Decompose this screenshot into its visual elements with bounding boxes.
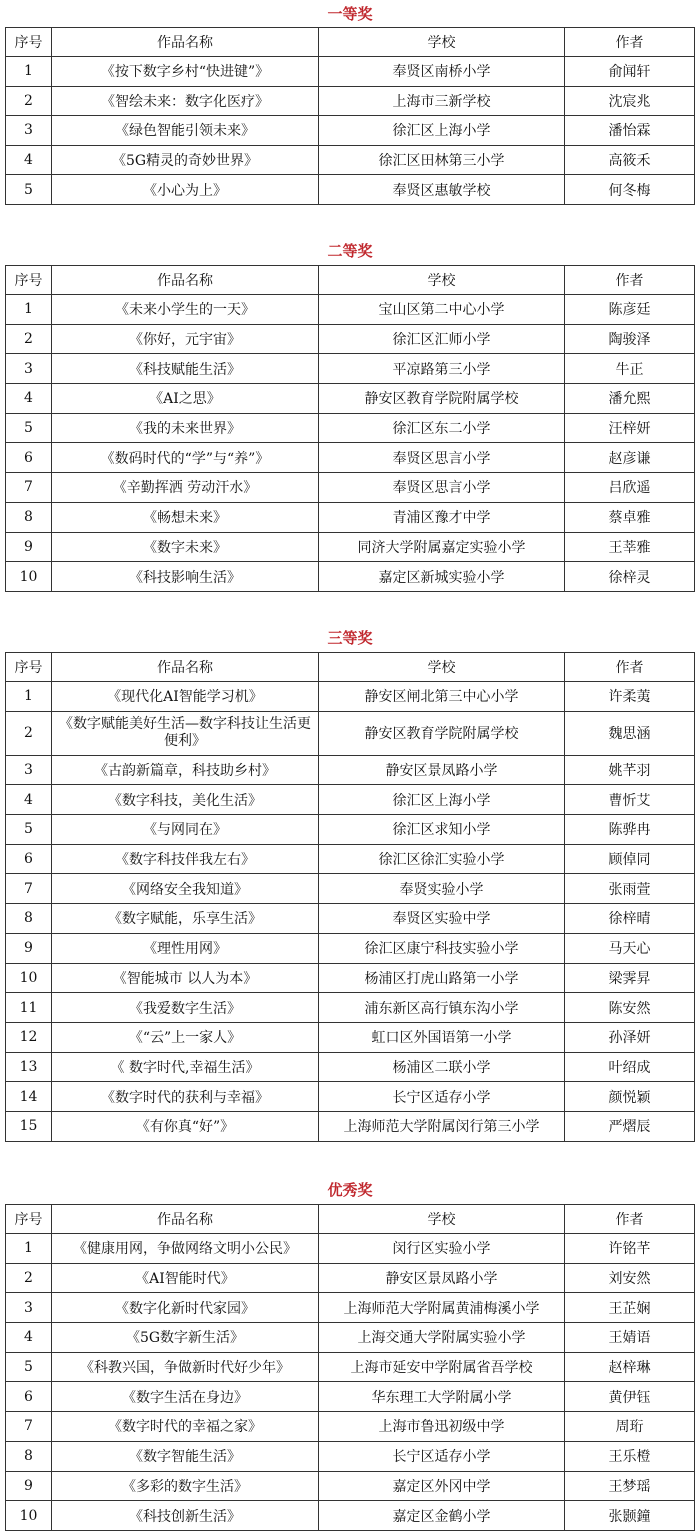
table-row <box>6 993 695 1023</box>
table-row <box>6 562 695 592</box>
table-row <box>6 354 695 384</box>
table-row <box>6 1293 695 1323</box>
work-title: 《数字科技，美化生活》 <box>52 785 319 815</box>
table-row <box>6 785 695 815</box>
row-number: 10 <box>6 562 52 592</box>
work-title: 《AI之思》 <box>52 384 319 414</box>
school-name: 虹口区外国语第一小学 <box>319 1022 565 1052</box>
row-number: 10 <box>6 963 52 993</box>
row-number: 6 <box>6 1382 52 1412</box>
work-title: 《数字科技伴我左右》 <box>52 844 319 874</box>
row-number: 1 <box>6 57 52 87</box>
header-no: 序号 <box>6 1205 52 1234</box>
work-title: 《5G精灵的奇妙世界》 <box>52 145 319 175</box>
school-name: 静安区闸北第三中心小学 <box>319 682 565 712</box>
table-row <box>6 413 695 443</box>
work-title: 《“云”上一家人》 <box>52 1022 319 1052</box>
row-number: 5 <box>6 175 52 205</box>
work-title: 《科技创新生活》 <box>52 1501 319 1531</box>
table-row <box>6 1052 695 1082</box>
table-header-row <box>6 266 695 295</box>
author-name: 高筱禾 <box>565 145 695 175</box>
work-title: 《数字智能生活》 <box>52 1441 319 1471</box>
author-name: 陈骅冉 <box>565 815 695 845</box>
school-name: 嘉定区金鹤小学 <box>319 1501 565 1531</box>
school-name: 静安区教育学院附属学校 <box>319 384 565 414</box>
school-name: 宝山区第二中心小学 <box>319 295 565 325</box>
work-title: 《AI智能时代》 <box>52 1263 319 1293</box>
work-title: 《数字时代的获利与幸福》 <box>52 1082 319 1112</box>
row-number: 5 <box>6 1352 52 1382</box>
table-row <box>6 86 695 116</box>
table-row <box>6 1323 695 1353</box>
author-name: 王芷娴 <box>565 1293 695 1323</box>
row-number: 1 <box>6 1234 52 1264</box>
table-row <box>6 682 695 712</box>
work-title: 《数码时代的“学”与“养”》 <box>52 443 319 473</box>
author-name: 马天心 <box>565 933 695 963</box>
row-number: 3 <box>6 755 52 785</box>
table-row <box>6 473 695 503</box>
third-prize-table <box>5 652 695 1142</box>
school-name: 同济大学附属嘉定实验小学 <box>319 532 565 562</box>
school-name: 华东理工大学附属小学 <box>319 1382 565 1412</box>
row-number: 3 <box>6 354 52 384</box>
work-title: 《畅想未来》 <box>52 502 319 532</box>
work-title: 《多彩的数字生活》 <box>52 1471 319 1501</box>
table-row <box>6 815 695 845</box>
school-name: 上海师范大学附属闵行第三小学 <box>319 1111 565 1141</box>
header-school: 学校 <box>319 653 565 682</box>
work-title: 《数字生活在身边》 <box>52 1382 319 1412</box>
work-title: 《数字时代的幸福之家》 <box>52 1412 319 1442</box>
table-row <box>6 963 695 993</box>
row-number: 7 <box>6 473 52 503</box>
school-name: 长宁区适存小学 <box>319 1441 565 1471</box>
header-author: 作者 <box>565 266 695 295</box>
header-no: 序号 <box>6 653 52 682</box>
author-name: 许铭芊 <box>565 1234 695 1264</box>
first-prize-table <box>5 27 695 205</box>
merit-prize-title: 优秀奖 <box>327 1181 373 1199</box>
table-row <box>6 1441 695 1471</box>
school-name: 上海市三新学校 <box>319 86 565 116</box>
author-name: 王梦瑶 <box>565 1471 695 1501</box>
table-row <box>6 933 695 963</box>
row-number: 2 <box>6 711 52 755</box>
work-title: 《科教兴国，争做新时代好少年》 <box>52 1352 319 1382</box>
author-name: 张雨萱 <box>565 874 695 904</box>
table-row <box>6 844 695 874</box>
school-name: 嘉定区新城实验小学 <box>319 562 565 592</box>
author-name: 刘安然 <box>565 1263 695 1293</box>
header-school: 学校 <box>319 1205 565 1234</box>
author-name: 蔡卓雅 <box>565 502 695 532</box>
table-row <box>6 324 695 354</box>
school-name: 嘉定区外冈中学 <box>319 1471 565 1501</box>
row-number: 2 <box>6 1263 52 1293</box>
author-name: 叶绍成 <box>565 1052 695 1082</box>
school-name: 奉贤区思言小学 <box>319 443 565 473</box>
work-title: 《未来小学生的一天》 <box>52 295 319 325</box>
author-name: 周珩 <box>565 1412 695 1442</box>
work-title: 《数字赋能，乐享生活》 <box>52 904 319 934</box>
work-title: 《理性用网》 <box>52 933 319 963</box>
author-name: 潘怡霖 <box>565 116 695 146</box>
row-number: 9 <box>6 933 52 963</box>
header-school: 学校 <box>319 28 565 57</box>
table-row <box>6 755 695 785</box>
author-name: 陈安然 <box>565 993 695 1023</box>
table-row <box>6 1082 695 1112</box>
row-number: 5 <box>6 815 52 845</box>
author-name: 赵彦谦 <box>565 443 695 473</box>
work-title: 《我的未来世界》 <box>52 413 319 443</box>
work-title: 《按下数字乡村“快进键”》 <box>52 57 319 87</box>
header-work: 作品名称 <box>52 266 319 295</box>
author-name: 王婧语 <box>565 1323 695 1353</box>
author-name: 孙泽妍 <box>565 1022 695 1052</box>
table-row <box>6 175 695 205</box>
row-number: 7 <box>6 1412 52 1442</box>
school-name: 奉贤区南桥小学 <box>319 57 565 87</box>
table-row <box>6 145 695 175</box>
author-name: 黄伊钰 <box>565 1382 695 1412</box>
second-prize-title: 二等奖 <box>327 242 373 260</box>
work-title: 《我爱数字生活》 <box>52 993 319 1023</box>
header-no: 序号 <box>6 28 52 57</box>
table-row <box>6 443 695 473</box>
school-name: 上海交通大学附属实验小学 <box>319 1323 565 1353</box>
row-number: 6 <box>6 443 52 473</box>
school-name: 上海师范大学附属黄浦梅溪小学 <box>319 1293 565 1323</box>
table-row <box>6 1234 695 1264</box>
row-number: 8 <box>6 502 52 532</box>
row-number: 8 <box>6 904 52 934</box>
row-number: 2 <box>6 324 52 354</box>
row-number: 2 <box>6 86 52 116</box>
work-title: 《现代化AI智能学习机》 <box>52 682 319 712</box>
row-number: 7 <box>6 874 52 904</box>
school-name: 徐汇区上海小学 <box>319 116 565 146</box>
table-header-row <box>6 28 695 57</box>
author-name: 徐梓晴 <box>565 904 695 934</box>
row-number: 4 <box>6 1323 52 1353</box>
author-name: 陶骏泽 <box>565 324 695 354</box>
author-name: 颜悦颖 <box>565 1082 695 1112</box>
work-title: 《科技影响生活》 <box>52 562 319 592</box>
author-name: 顾倬同 <box>565 844 695 874</box>
work-title: 《绿色智能引领未来》 <box>52 116 319 146</box>
author-name: 魏思涵 <box>565 711 695 755</box>
row-number: 12 <box>6 1022 52 1052</box>
author-name: 许柔荑 <box>565 682 695 712</box>
table-header-row <box>6 653 695 682</box>
row-number: 9 <box>6 532 52 562</box>
table-row <box>6 1501 695 1531</box>
school-name: 杨浦区打虎山路第一小学 <box>319 963 565 993</box>
table-row <box>6 1263 695 1293</box>
work-title: 《小心为上》 <box>52 175 319 205</box>
school-name: 上海市鲁迅初级中学 <box>319 1412 565 1442</box>
header-school: 学校 <box>319 266 565 295</box>
author-name: 何冬梅 <box>565 175 695 205</box>
work-title: 《数字未来》 <box>52 532 319 562</box>
school-name: 奉贤区惠敏学校 <box>319 175 565 205</box>
work-title: 《有你真“好”》 <box>52 1111 319 1141</box>
row-number: 11 <box>6 993 52 1023</box>
school-name: 静安区景凤路小学 <box>319 755 565 785</box>
author-name: 赵梓琳 <box>565 1352 695 1382</box>
row-number: 13 <box>6 1052 52 1082</box>
work-title: 《网络安全我知道》 <box>52 874 319 904</box>
school-name: 浦东新区高行镇东沟小学 <box>319 993 565 1023</box>
author-name: 王乐橙 <box>565 1441 695 1471</box>
row-number: 3 <box>6 1293 52 1323</box>
school-name: 奉贤区思言小学 <box>319 473 565 503</box>
author-name: 徐梓灵 <box>565 562 695 592</box>
author-name: 俞闻轩 <box>565 57 695 87</box>
row-number: 1 <box>6 682 52 712</box>
author-name: 王莘雅 <box>565 532 695 562</box>
table-row <box>6 1022 695 1052</box>
row-number: 5 <box>6 413 52 443</box>
table-row <box>6 116 695 146</box>
work-title: 《与网同在》 <box>52 815 319 845</box>
table-row <box>6 874 695 904</box>
table-row <box>6 1382 695 1412</box>
table-header-row <box>6 1205 695 1234</box>
table-row <box>6 1412 695 1442</box>
row-number: 15 <box>6 1111 52 1141</box>
author-name: 吕欣遥 <box>565 473 695 503</box>
table-row <box>6 295 695 325</box>
header-work: 作品名称 <box>52 653 319 682</box>
work-title: 《数字化新时代家园》 <box>52 1293 319 1323</box>
author-name: 严熠辰 <box>565 1111 695 1141</box>
table-row <box>6 57 695 87</box>
school-name: 奉贤实验小学 <box>319 874 565 904</box>
school-name: 徐汇区康宁科技实验小学 <box>319 933 565 963</box>
school-name: 奉贤区实验中学 <box>319 904 565 934</box>
table-row <box>6 1471 695 1501</box>
row-number: 4 <box>6 384 52 414</box>
author-name: 沈宸兆 <box>565 86 695 116</box>
table-row <box>6 904 695 934</box>
row-number: 4 <box>6 145 52 175</box>
row-number: 4 <box>6 785 52 815</box>
header-author: 作者 <box>565 653 695 682</box>
author-name: 张颢鐘 <box>565 1501 695 1531</box>
header-author: 作者 <box>565 28 695 57</box>
table-row <box>6 711 695 755</box>
work-title: 《健康用网，争做网络文明小公民》 <box>52 1234 319 1264</box>
third-prize-title: 三等奖 <box>327 629 373 647</box>
work-title: 《你好，元宇宙》 <box>52 324 319 354</box>
author-name: 梁霁昇 <box>565 963 695 993</box>
work-title: 《 数字时代,幸福生活》 <box>52 1052 319 1082</box>
author-name: 潘允熙 <box>565 384 695 414</box>
work-title: 《5G数字新生活》 <box>52 1323 319 1353</box>
school-name: 长宁区适存小学 <box>319 1082 565 1112</box>
header-work: 作品名称 <box>52 28 319 57</box>
author-name: 姚芊羽 <box>565 755 695 785</box>
second-prize-table <box>5 265 695 592</box>
work-title: 《数字赋能美好生活—数字科技让生活更便利》 <box>52 711 319 755</box>
row-number: 3 <box>6 116 52 146</box>
row-number: 10 <box>6 1501 52 1531</box>
row-number: 9 <box>6 1471 52 1501</box>
author-name: 汪梓妍 <box>565 413 695 443</box>
school-name: 徐汇区田林第三小学 <box>319 145 565 175</box>
header-author: 作者 <box>565 1205 695 1234</box>
school-name: 静安区教育学院附属学校 <box>319 711 565 755</box>
author-name: 陈彦廷 <box>565 295 695 325</box>
row-number: 6 <box>6 844 52 874</box>
school-name: 徐汇区东二小学 <box>319 413 565 443</box>
school-name: 杨浦区二联小学 <box>319 1052 565 1082</box>
row-number: 14 <box>6 1082 52 1112</box>
school-name: 静安区景凤路小学 <box>319 1263 565 1293</box>
header-no: 序号 <box>6 266 52 295</box>
work-title: 《科技赋能生活》 <box>52 354 319 384</box>
school-name: 徐汇区汇师小学 <box>319 324 565 354</box>
table-row <box>6 502 695 532</box>
table-row <box>6 1352 695 1382</box>
school-name: 徐汇区徐汇实验小学 <box>319 844 565 874</box>
work-title: 《智绘未来：数字化医疗》 <box>52 86 319 116</box>
author-name: 曹忻艾 <box>565 785 695 815</box>
table-row <box>6 532 695 562</box>
work-title: 《辛勤挥洒 劳动汗水》 <box>52 473 319 503</box>
school-name: 平凉路第三小学 <box>319 354 565 384</box>
school-name: 徐汇区求知小学 <box>319 815 565 845</box>
school-name: 闵行区实验小学 <box>319 1234 565 1264</box>
author-name: 牛正 <box>565 354 695 384</box>
school-name: 上海市延安中学附属省吾学校 <box>319 1352 565 1382</box>
school-name: 青浦区豫才中学 <box>319 502 565 532</box>
first-prize-title: 一等奖 <box>327 5 373 23</box>
school-name: 徐汇区上海小学 <box>319 785 565 815</box>
header-work: 作品名称 <box>52 1205 319 1234</box>
table-row <box>6 1111 695 1141</box>
work-title: 《古韵新篇章，科技助乡村》 <box>52 755 319 785</box>
work-title: 《智能城市 以人为本》 <box>52 963 319 993</box>
table-row <box>6 384 695 414</box>
merit-prize-table <box>5 1204 695 1531</box>
row-number: 1 <box>6 295 52 325</box>
row-number: 8 <box>6 1441 52 1471</box>
